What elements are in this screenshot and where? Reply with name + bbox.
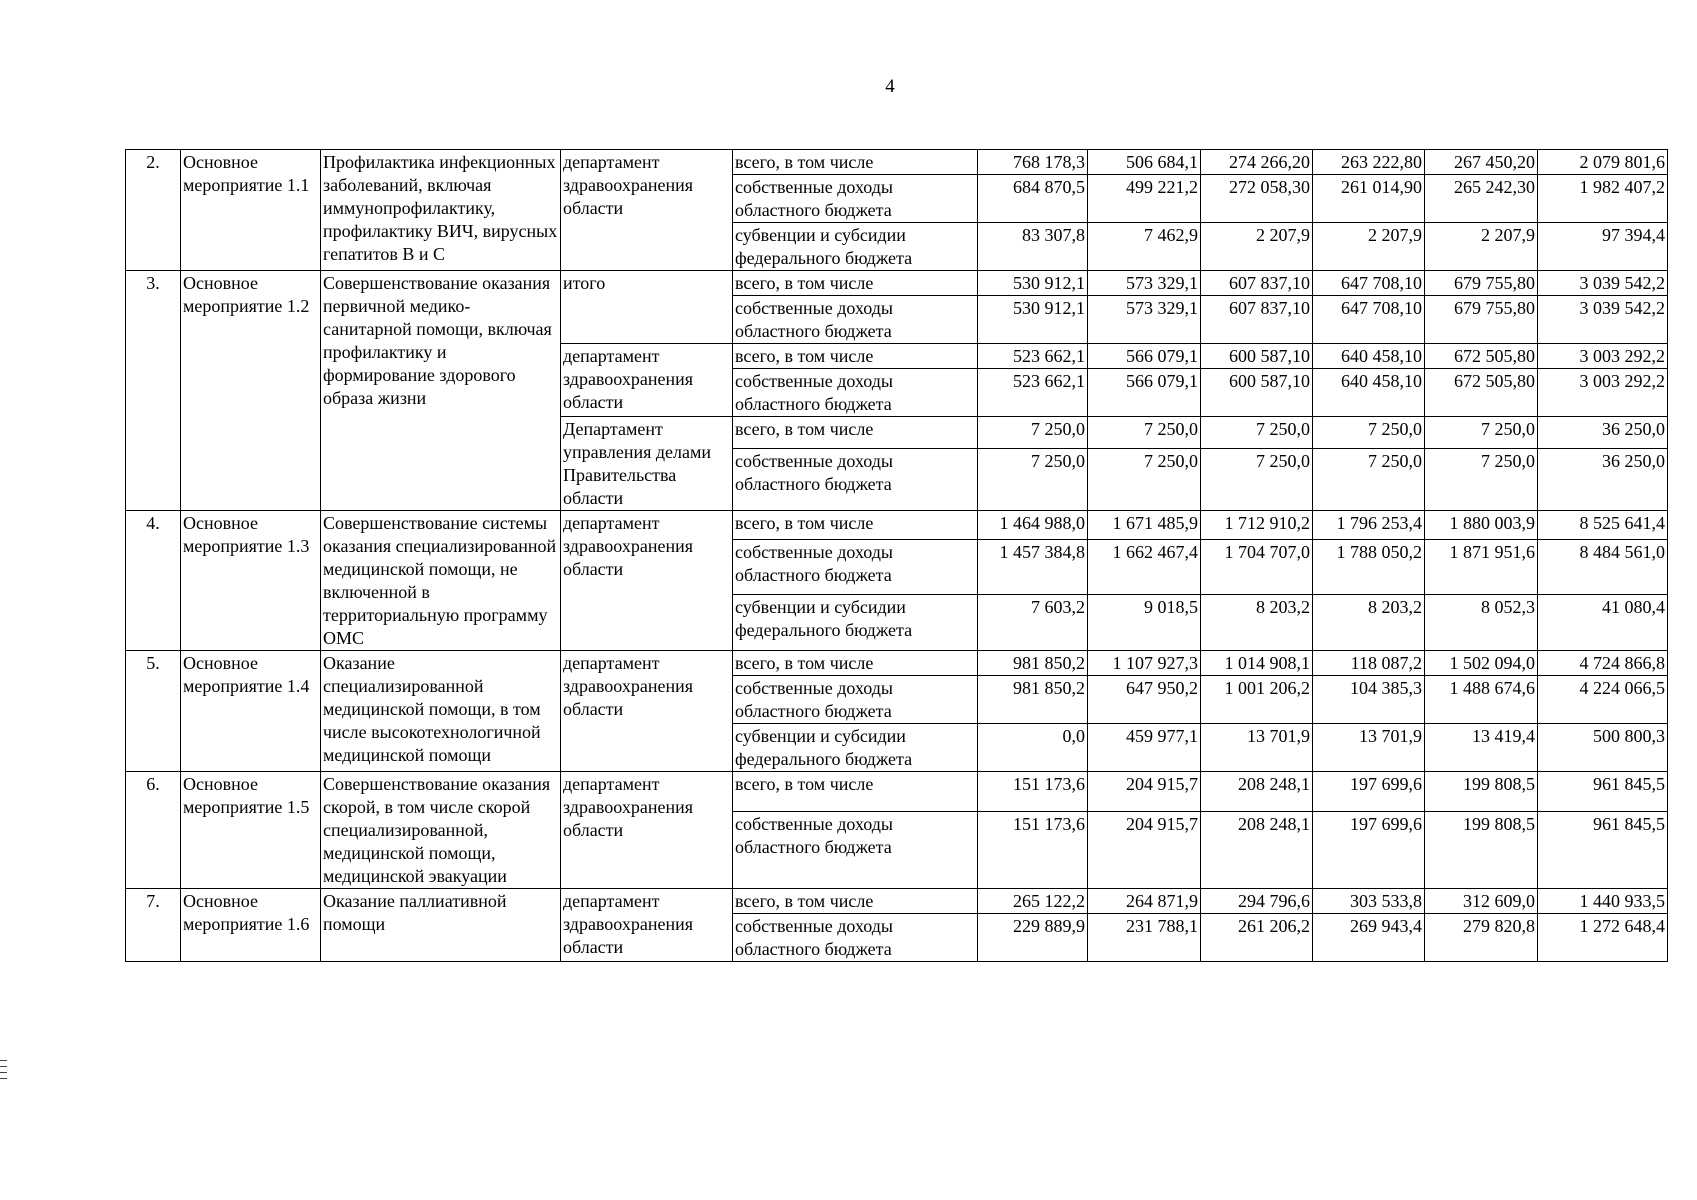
total-value: 8 525 641,4 xyxy=(1538,511,1668,540)
year-value: 607 837,10 xyxy=(1201,271,1313,296)
year-value: 1 871 951,6 xyxy=(1425,539,1538,595)
year-value: 647 708,10 xyxy=(1313,271,1425,296)
total-value: 36 250,0 xyxy=(1538,449,1668,511)
funding-source: собственные доходы областного бюджета xyxy=(733,914,978,962)
year-value: 640 458,10 xyxy=(1313,344,1425,369)
funding-source: всего, в том числе xyxy=(733,511,978,540)
year-value: 1 001 206,2 xyxy=(1201,676,1313,724)
funding-source: собственные доходы областного бюджета xyxy=(733,369,978,417)
year-value: 1 712 910,2 xyxy=(1201,511,1313,540)
year-value: 647 950,2 xyxy=(1088,676,1201,724)
year-value: 573 329,1 xyxy=(1088,271,1201,296)
executor: департамент здравоохранения области xyxy=(561,651,733,772)
year-value: 1 796 253,4 xyxy=(1313,511,1425,540)
year-value: 199 808,5 xyxy=(1425,772,1538,812)
year-value: 647 708,10 xyxy=(1313,296,1425,344)
year-value: 1 502 094,0 xyxy=(1425,651,1538,676)
year-value: 151 173,6 xyxy=(978,772,1088,812)
event-code: Основное мероприятие 1.5 xyxy=(181,772,321,889)
year-value: 679 755,80 xyxy=(1425,271,1538,296)
funding-source: всего, в том числе xyxy=(733,417,978,449)
year-value: 274 266,20 xyxy=(1201,150,1313,175)
year-value: 7 250,0 xyxy=(1088,417,1201,449)
year-value: 981 850,2 xyxy=(978,676,1088,724)
event-name: Совершенствование системы оказания специализированной медицинской помощи, не включенной в территориальную программу ОМС xyxy=(321,511,561,651)
year-value: 7 250,0 xyxy=(1425,417,1538,449)
event-name: Совершенствование оказания скорой, в том числе скорой специализированной, медицинской помощи, медицинской эвакуации xyxy=(321,772,561,889)
total-value: 961 845,5 xyxy=(1538,772,1668,812)
total-value: 4 224 066,5 xyxy=(1538,676,1668,724)
funding-source: всего, в том числе xyxy=(733,344,978,369)
year-value: 506 684,1 xyxy=(1088,150,1201,175)
year-value: 573 329,1 xyxy=(1088,296,1201,344)
funding-source: всего, в том числе xyxy=(733,772,978,812)
year-value: 1 014 908,1 xyxy=(1201,651,1313,676)
year-value: 264 871,9 xyxy=(1088,889,1201,914)
year-value: 208 248,1 xyxy=(1201,772,1313,812)
margin-marks xyxy=(0,1060,8,1084)
table-body xyxy=(126,150,1668,962)
funding-source: субвенции и субсидии федерального бюджета xyxy=(733,223,978,271)
table-row xyxy=(126,511,1668,540)
year-value: 104 385,3 xyxy=(1313,676,1425,724)
year-value: 1 662 467,4 xyxy=(1088,539,1201,595)
year-value: 13 701,9 xyxy=(1201,724,1313,772)
year-value: 672 505,80 xyxy=(1425,369,1538,417)
year-value: 768 178,3 xyxy=(978,150,1088,175)
year-value: 672 505,80 xyxy=(1425,344,1538,369)
year-value: 7 250,0 xyxy=(978,449,1088,511)
table-row xyxy=(126,150,1668,175)
total-value: 4 724 866,8 xyxy=(1538,651,1668,676)
total-value: 500 800,3 xyxy=(1538,724,1668,772)
year-value: 7 250,0 xyxy=(978,417,1088,449)
year-value: 197 699,6 xyxy=(1313,772,1425,812)
executor: департамент здравоохранения области xyxy=(561,511,733,651)
year-value: 8 052,3 xyxy=(1425,595,1538,651)
total-value: 8 484 561,0 xyxy=(1538,539,1668,595)
year-value: 7 250,0 xyxy=(1201,449,1313,511)
year-value: 684 870,5 xyxy=(978,175,1088,223)
year-value: 269 943,4 xyxy=(1313,914,1425,962)
year-value: 13 701,9 xyxy=(1313,724,1425,772)
event-name: Совершенствование оказания первичной медико-санитарной помощи, включая профилактику и формирование здорового образа жизни xyxy=(321,271,561,511)
executor: департамент здравоохранения области xyxy=(561,772,733,889)
year-value: 499 221,2 xyxy=(1088,175,1201,223)
year-value: 312 609,0 xyxy=(1425,889,1538,914)
year-value: 7 462,9 xyxy=(1088,223,1201,271)
total-value: 1 440 933,5 xyxy=(1538,889,1668,914)
year-value: 1 457 384,8 xyxy=(978,539,1088,595)
year-value: 459 977,1 xyxy=(1088,724,1201,772)
year-value: 981 850,2 xyxy=(978,651,1088,676)
funding-source: субвенции и субсидии федерального бюджета xyxy=(733,595,978,651)
year-value: 267 450,20 xyxy=(1425,150,1538,175)
funding-source: собственные доходы областного бюджета xyxy=(733,676,978,724)
year-value: 2 207,9 xyxy=(1201,223,1313,271)
event-code: Основное мероприятие 1.6 xyxy=(181,889,321,962)
year-value: 530 912,1 xyxy=(978,271,1088,296)
total-value: 2 079 801,6 xyxy=(1538,150,1668,175)
budget-table xyxy=(125,149,1668,962)
row-number: 7. xyxy=(126,889,181,962)
table-row xyxy=(126,772,1668,812)
year-value: 7 603,2 xyxy=(978,595,1088,651)
year-value: 523 662,1 xyxy=(978,344,1088,369)
year-value: 1 788 050,2 xyxy=(1313,539,1425,595)
year-value: 1 880 003,9 xyxy=(1425,511,1538,540)
year-value: 199 808,5 xyxy=(1425,812,1538,889)
year-value: 294 796,6 xyxy=(1201,889,1313,914)
row-number: 3. xyxy=(126,271,181,511)
funding-source: всего, в том числе xyxy=(733,651,978,676)
year-value: 1 488 674,6 xyxy=(1425,676,1538,724)
funding-source: всего, в том числе xyxy=(733,271,978,296)
funding-source: всего, в том числе xyxy=(733,889,978,914)
year-value: 640 458,10 xyxy=(1313,369,1425,417)
year-value: 0,0 xyxy=(978,724,1088,772)
table-row xyxy=(126,651,1668,676)
year-value: 208 248,1 xyxy=(1201,812,1313,889)
funding-source: субвенции и субсидии федерального бюджета xyxy=(733,724,978,772)
year-value: 2 207,9 xyxy=(1313,223,1425,271)
total-value: 3 039 542,2 xyxy=(1538,296,1668,344)
year-value: 231 788,1 xyxy=(1088,914,1201,962)
year-value: 303 533,8 xyxy=(1313,889,1425,914)
event-code: Основное мероприятие 1.4 xyxy=(181,651,321,772)
year-value: 566 079,1 xyxy=(1088,344,1201,369)
year-value: 118 087,2 xyxy=(1313,651,1425,676)
executor: Департамент управления делами Правительства области xyxy=(561,417,733,511)
funding-source: собственные доходы областного бюджета xyxy=(733,175,978,223)
year-value: 600 587,10 xyxy=(1201,344,1313,369)
year-value: 263 222,80 xyxy=(1313,150,1425,175)
year-value: 229 889,9 xyxy=(978,914,1088,962)
year-value: 8 203,2 xyxy=(1313,595,1425,651)
total-value: 1 982 407,2 xyxy=(1538,175,1668,223)
year-value: 272 058,30 xyxy=(1201,175,1313,223)
year-value: 265 242,30 xyxy=(1425,175,1538,223)
year-value: 204 915,7 xyxy=(1088,772,1201,812)
event-code: Основное мероприятие 1.1 xyxy=(181,150,321,271)
total-value: 97 394,4 xyxy=(1538,223,1668,271)
year-value: 1 704 707,0 xyxy=(1201,539,1313,595)
row-number: 6. xyxy=(126,772,181,889)
year-value: 7 250,0 xyxy=(1425,449,1538,511)
total-value: 36 250,0 xyxy=(1538,417,1668,449)
executor: итого xyxy=(561,271,733,344)
total-value: 3 039 542,2 xyxy=(1538,271,1668,296)
year-value: 607 837,10 xyxy=(1201,296,1313,344)
event-code: Основное мероприятие 1.2 xyxy=(181,271,321,511)
total-value: 961 845,5 xyxy=(1538,812,1668,889)
year-value: 530 912,1 xyxy=(978,296,1088,344)
event-name: Оказание паллиативной помощи xyxy=(321,889,561,962)
event-code: Основное мероприятие 1.3 xyxy=(181,511,321,651)
year-value: 204 915,7 xyxy=(1088,812,1201,889)
table-row xyxy=(126,271,1668,296)
year-value: 9 018,5 xyxy=(1088,595,1201,651)
total-value: 3 003 292,2 xyxy=(1538,369,1668,417)
year-value: 2 207,9 xyxy=(1425,223,1538,271)
table-row xyxy=(126,889,1668,914)
year-value: 1 107 927,3 xyxy=(1088,651,1201,676)
year-value: 7 250,0 xyxy=(1088,449,1201,511)
year-value: 151 173,6 xyxy=(978,812,1088,889)
year-value: 13 419,4 xyxy=(1425,724,1538,772)
year-value: 1 671 485,9 xyxy=(1088,511,1201,540)
year-value: 679 755,80 xyxy=(1425,296,1538,344)
year-value: 261 014,90 xyxy=(1313,175,1425,223)
row-number: 5. xyxy=(126,651,181,772)
year-value: 7 250,0 xyxy=(1313,417,1425,449)
year-value: 600 587,10 xyxy=(1201,369,1313,417)
funding-source: собственные доходы областного бюджета xyxy=(733,449,978,511)
executor: департамент здравоохранения области xyxy=(561,150,733,271)
year-value: 7 250,0 xyxy=(1313,449,1425,511)
page-number: 4 xyxy=(885,76,895,97)
year-value: 7 250,0 xyxy=(1201,417,1313,449)
total-value: 1 272 648,4 xyxy=(1538,914,1668,962)
executor: департамент здравоохранения области xyxy=(561,889,733,962)
total-value: 41 080,4 xyxy=(1538,595,1668,651)
executor: департамент здравоохранения области xyxy=(561,344,733,417)
event-name: Оказание специализированной медицинской помощи, в том числе высокотехнологичной медицинской помощи xyxy=(321,651,561,772)
row-number: 4. xyxy=(126,511,181,651)
year-value: 279 820,8 xyxy=(1425,914,1538,962)
event-name: Профилактика инфекционных заболеваний, включая иммунопрофилактику, профилактику ВИЧ, вирусных гепатитов В и С xyxy=(321,150,561,271)
funding-source: собственные доходы областного бюджета xyxy=(733,296,978,344)
year-value: 566 079,1 xyxy=(1088,369,1201,417)
funding-source: всего, в том числе xyxy=(733,150,978,175)
funding-source: собственные доходы областного бюджета xyxy=(733,812,978,889)
total-value: 3 003 292,2 xyxy=(1538,344,1668,369)
row-number: 2. xyxy=(126,150,181,271)
year-value: 8 203,2 xyxy=(1201,595,1313,651)
year-value: 1 464 988,0 xyxy=(978,511,1088,540)
year-value: 261 206,2 xyxy=(1201,914,1313,962)
funding-source: собственные доходы областного бюджета xyxy=(733,539,978,595)
year-value: 265 122,2 xyxy=(978,889,1088,914)
year-value: 523 662,1 xyxy=(978,369,1088,417)
year-value: 197 699,6 xyxy=(1313,812,1425,889)
year-value: 83 307,8 xyxy=(978,223,1088,271)
